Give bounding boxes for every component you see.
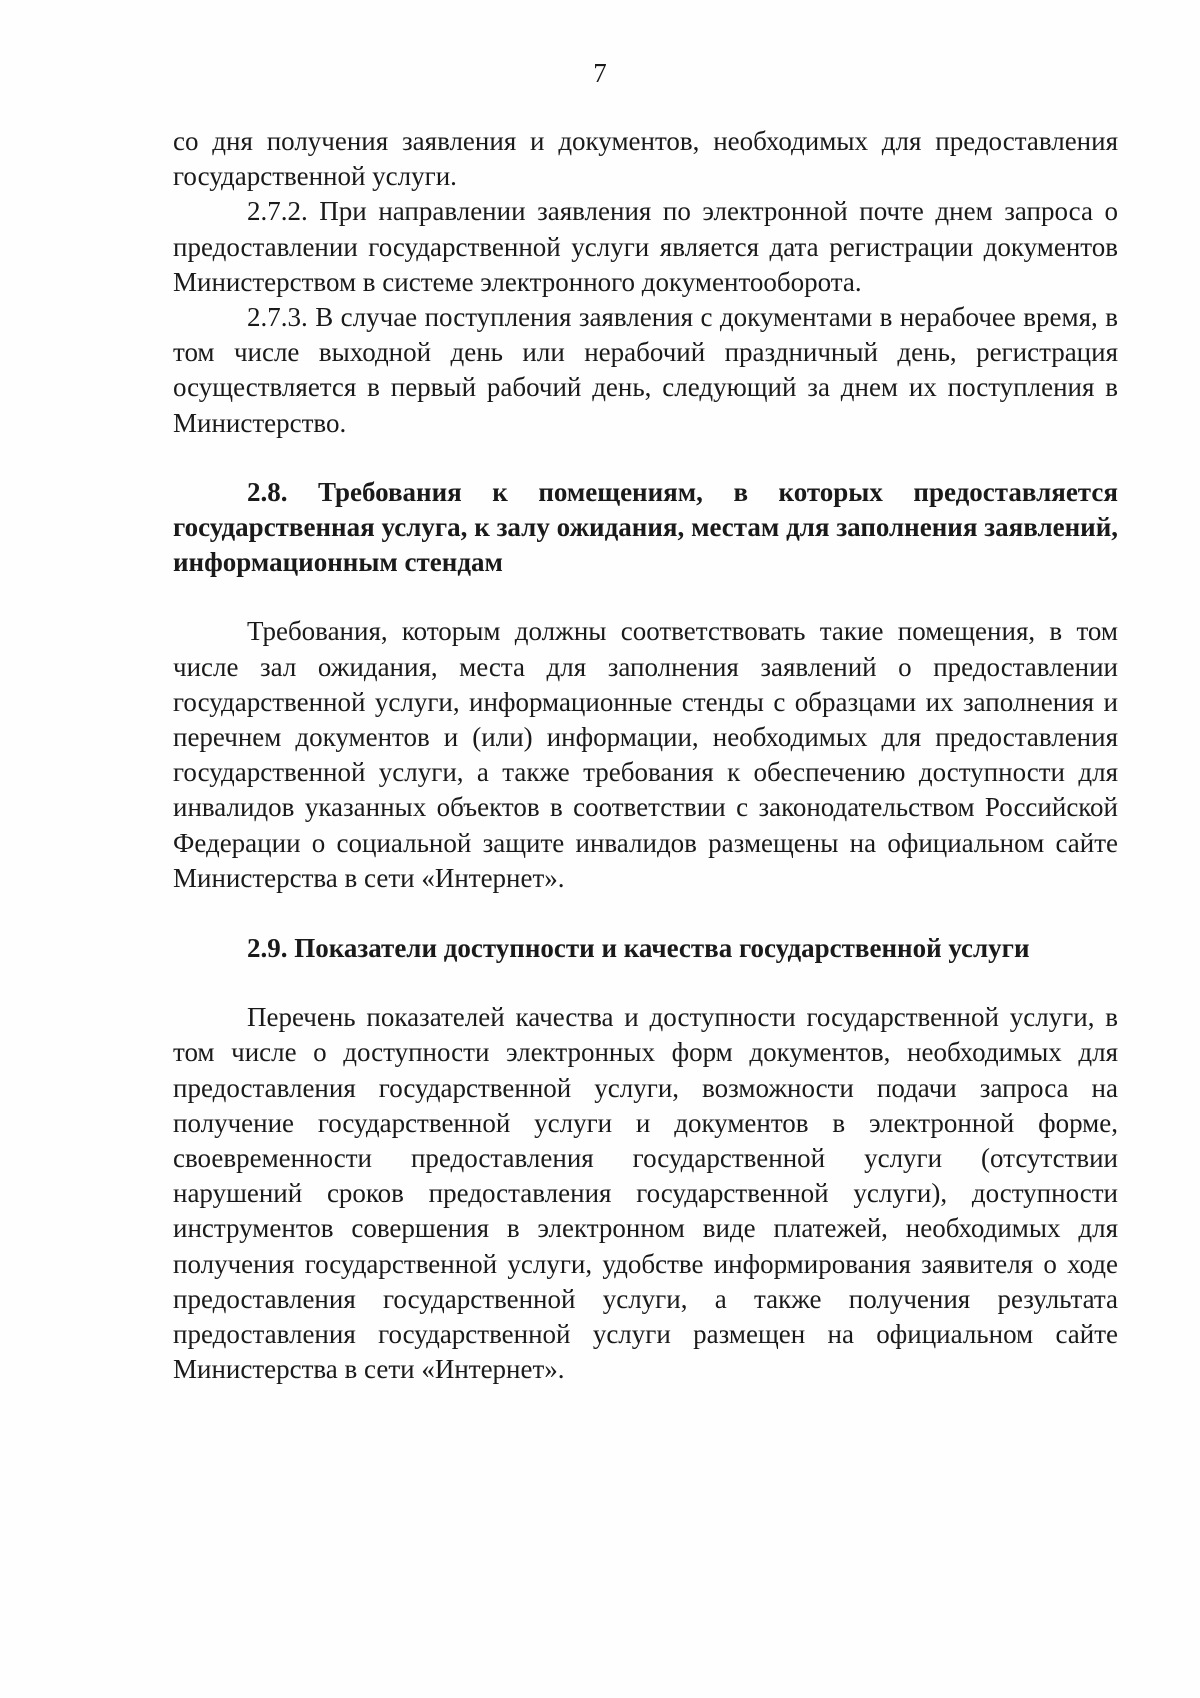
heading-spacer bbox=[173, 966, 1118, 1000]
paragraph-2-7-3: 2.7.3. В случае поступления заявления с документами в нерабочее время, в том числе выходной день или нерабочий праздничный день, регистрация осуществляется в первый рабочий день, следующий за днем их поступления в Министерство. bbox=[173, 302, 1118, 438]
page-number: 7 bbox=[593, 58, 607, 88]
section-2-9-heading: 2.9. Показатели доступности и качества государственной услуги bbox=[247, 933, 1030, 964]
section-2-9-text: Перечень показателей качества и доступности государственной услуги, в том числе о доступности электронных форм документов, необходимых для предоставления государственной услуги, возможности подачи запроса на получение государственной услуги и документов в электронной форме, своевременности предоставления государственной услуги (отсутствии нарушений сроков предоставления государственной услуги), доступности инструментов совершения в электронном виде платежей, необходимых для получения государственной услуги, удобстве информирования заявителя о ходе предоставления государственной услуги, а также получения результата предоставления государственной услуги размещен на официальном сайте Министерства в сети «Интернет». bbox=[173, 1002, 1118, 1385]
section-2-8-text: Требования, которым должны соответствовать такие помещения, в том числе зал ожидания, места для заполнения заявлений о предоставлении государственной услуги, информационные стенды с образцами их заполнения и перечнем документов и (или) информации, необходимых для предоставления государственной услуги, а также требования к обеспечению доступности для инвалидов указанных объектов в соответствии с законодательством Российской Федерации о социальной защите инвалидов размещены на официальном сайте Министерства в сети «Интернет». bbox=[173, 616, 1118, 893]
paragraph-2-7-2: 2.7.2. При направлении заявления по электронной почте днем запроса о предоставлении государственной услуги является дата регистрации документов Министерством в системе электронного документооборота. bbox=[173, 196, 1118, 297]
section-2-8-heading: 2.8. Требования к помещениям, в которых предоставляется государственная услуга, к залу ожидания, местам для заполнения заявлений, информационным стендам bbox=[173, 476, 1118, 578]
paragraph-continuation: со дня получения заявления и документов, необходимых для предоставления государственной услуги. bbox=[173, 126, 1118, 192]
document-body bbox=[173, 124, 1118, 1388]
heading-spacer bbox=[173, 580, 1118, 614]
section-spacer bbox=[173, 896, 1118, 931]
section-spacer bbox=[173, 441, 1118, 475]
